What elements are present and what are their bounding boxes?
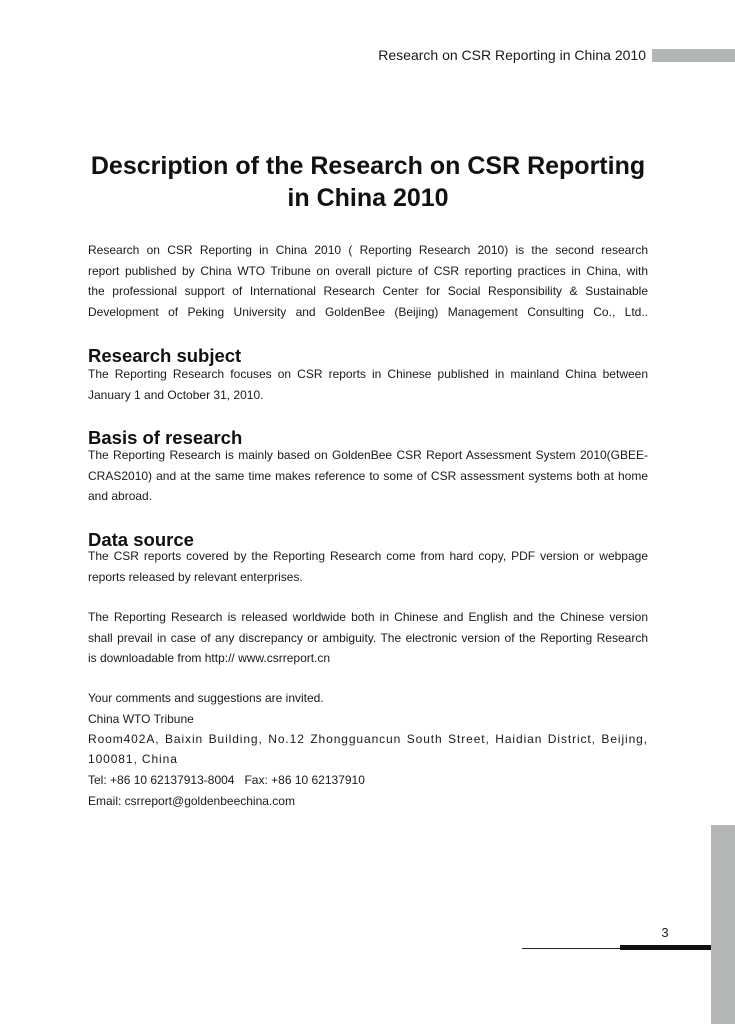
section-heading-data-source: Data source <box>88 529 194 550</box>
intro-line: the professional support of International Research Center for Social Responsibility & Sustainable <box>88 284 648 298</box>
section-line: CRAS2010) and at the same time makes reference to some of CSR assessment systems both at home <box>88 468 648 483</box>
intro-line: Research on CSR Reporting in China 2010 ( Reporting Research 2010) is the second research <box>88 243 648 257</box>
footer-rule-thick <box>620 945 713 950</box>
contact-email: Email: csrreport@goldenbeechina.com <box>88 794 295 808</box>
contact-invite: Your comments and suggestions are invited. <box>88 691 324 705</box>
running-header-title: Research on CSR Reporting in China 2010 <box>378 47 646 63</box>
contact-organization: China WTO Tribune <box>88 712 194 726</box>
section-heading-basis-of-research: Basis of research <box>88 427 243 448</box>
page-title-line-2: in China 2010 <box>287 184 449 212</box>
section-line: The CSR reports covered by the Reporting Research come from hard copy, PDF version or webpage <box>88 549 648 563</box>
intro-line: Development of Peking University and GoldenBee (Beijing) Management Consulting Co., Ltd.. <box>88 304 648 319</box>
contact-address-line-2: 100081, China <box>88 752 178 766</box>
page-title <box>88 150 648 214</box>
intro-line: report published by China WTO Tribune on overall picture of CSR reporting practices in China, with <box>88 263 648 278</box>
intro-paragraph <box>88 240 648 322</box>
section-line: January 1 and October 31, 2010. <box>88 387 264 402</box>
section-body-research-subject <box>88 364 648 405</box>
contact-phone-fax: Tel: +86 10 62137913-8004 Fax: +86 10 62137910 <box>88 773 365 787</box>
section-body-basis-of-research <box>88 445 648 507</box>
contact-address-line-1: Room402A, Baixin Building, No.12 Zhongguancun South Street, Haidian District, Beijing, <box>88 732 648 746</box>
section-body-data-source <box>88 546 648 587</box>
release-note-line: The Reporting Research is released worldwide both in Chinese and English and the Chinese version <box>88 610 648 624</box>
section-line: The Reporting Research focuses on CSR reports in Chinese published in mainland China between <box>88 367 648 381</box>
section-line: reports released by relevant enterprises. <box>88 569 303 584</box>
section-line: and abroad. <box>88 489 153 503</box>
page-title-line-1: Description of the Research on CSR Reporting <box>90 152 646 180</box>
release-note-paragraph <box>88 607 648 669</box>
section-heading-research-subject: Research subject <box>88 345 242 366</box>
release-note-line: shall prevail in case of any discrepancy or ambiguity. The electronic version of the Reporting Research <box>88 630 648 645</box>
footer-rule-thin <box>522 948 622 949</box>
side-accent-bar <box>711 825 735 1024</box>
section-line: The Reporting Research is mainly based on GoldenBee CSR Report Assessment System 2010(GBEE- <box>88 448 648 462</box>
page-number: 3 <box>661 925 669 940</box>
release-note-line: is downloadable from http:// www.csrreport.cn <box>88 651 331 665</box>
header-accent-bar <box>652 49 735 62</box>
